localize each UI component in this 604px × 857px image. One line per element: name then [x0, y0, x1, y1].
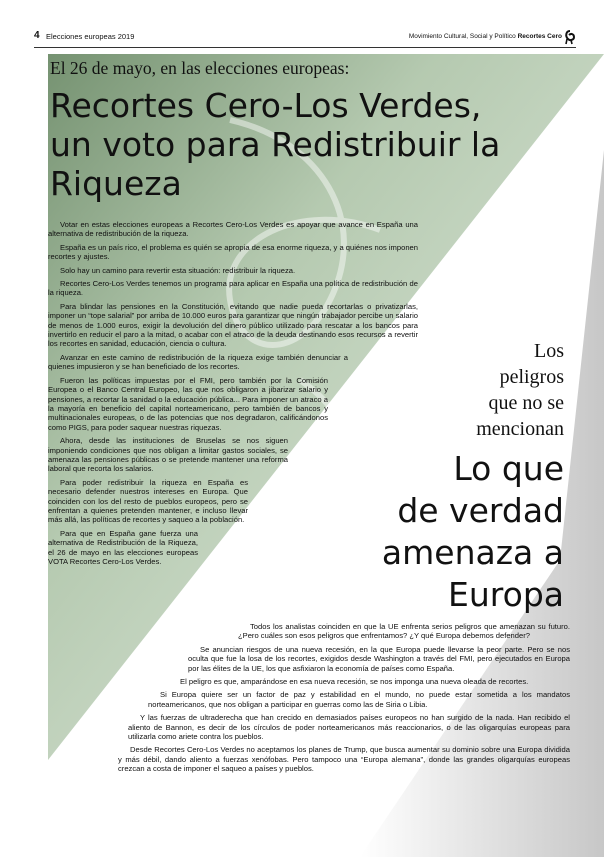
sidebar-kicker-line: mencionan: [476, 418, 564, 440]
article-kicker: El 26 de mayo, en las elecciones europeas:: [50, 58, 350, 78]
sidebar-headline-line: de verdad: [397, 491, 564, 530]
sidebar-kicker-line: que no se: [488, 392, 564, 414]
article-paragraph: Para blindar las pensiones en la Constitución, evitando que nadie pueda recortarlas o privatizarlas, imponer un “tope salarial” por arriba de 10.000 euros para garantizar que ningún trabajador percibe un salario de menos de 1.000 euros, exigir la devolución del dinero público utilizado para rescatar a los bancos para invertirlo en reducir el paro a la mitad, o acabar con el atraco de la deuda destinando esos recursos a revertir los recortes en sanidad, educación, ciencia o cultura.: [48, 301, 418, 349]
sidebar-article-body: [118, 622, 570, 778]
article-paragraph: Votar en estas elecciones europeas a Recortes Cero-Los Verdes es apoyar que avance en España una alternativa de redistribución de la riqueza.: [48, 220, 418, 239]
page-number: 4: [34, 30, 40, 41]
sidebar-kicker-line: Los: [534, 340, 564, 362]
article-paragraph: Ahora, desde las instituciones de Bruselas se nos siguen imponiendo condiciones que nos obligan a limitar gastos sociales, se amenaza las pensiones públicas o se pretende mantener una reforma laboral que recorta los salarios.: [48, 436, 288, 474]
publication-title: Elecciones europeas 2019: [46, 32, 135, 41]
article-paragraph: Avanzar en este camino de redistribución de la riqueza exige también denunciar a quienes impusieron y se han beneficiado de los recortes.: [48, 352, 348, 372]
article-paragraph: Fueron las políticas impuestas por el FMI, pero también por la Comisión Europea o el Banco Central Europeo, las que nos obligaron a jibarizar salario y pensiones, a recortar la sanidad o la educación pública... Para imponer un atraco a la mayoría en beneficio del capital norteamericano, pero también de bancos y multinacionales europeas, o de las potencias que nos degradaron, calificándonos como PIGS, para poder saquear nuestras riquezas.: [48, 375, 328, 432]
article-paragraph: Recortes Cero-Los Verdes tenemos un programa para aplicar en España una política de redistribución de la riqueza.: [48, 279, 418, 298]
movement-label: Movimiento Cultural, Social y Político: [408, 33, 516, 40]
sidebar-headline-line: Lo que: [453, 449, 564, 488]
article-paragraph: Solo hay un camino para revertir esta situación: redistribuir la riqueza.: [60, 265, 296, 275]
page-header: [34, 30, 576, 46]
sidebar-heading: [382, 338, 564, 616]
sidebar-paragraph: Se anuncian riesgos de una nueva recesión, en la que Europa puede llevarse la peor parte. Pero se nos oculta que fue la losa de los recortes, exigidos desde Washington a través del FMI, pero ejecutados en Europa por las élites de la UE, los que asfixiaron la economía de países como España.: [188, 644, 570, 673]
article-paragraph: Para poder redistribuir la riqueza en España es necesario defender nuestros intereses en Europa. Que coinciden con los del resto de pueblos europeos, pero se enfrentan a quienes pretenden mantener, e incluso llevar más allá, las políticas de recortes y saqueo a la población.: [48, 477, 248, 525]
sidebar-headline-line: amenaza a: [381, 533, 564, 572]
sidebar-headline-line: Europa: [448, 575, 564, 614]
recortes-cero-logo-icon: [564, 30, 576, 45]
brand-label: Recortes Cero: [517, 33, 562, 40]
sidebar-paragraph: Y las fuerzas de ultraderecha que han crecido en demasiados países europeos no han surgido de la nada. Han recibido el aliento de Bannon, es decir de los círculos de poder norteamericanos más reaccionarios, o de las oligarquías europeas para utilizarla como ariete contra los pueblos.: [128, 713, 570, 742]
article-paragraph: España es un país rico, el problema es quién se apropia de esa enorme riqueza, y a quiénes nos imponen recortes y ajustes.: [48, 242, 418, 262]
article-headline: Recortes Cero-Los Verdes, un voto para Redistribuir la Riqueza: [50, 86, 501, 203]
header-right-text: [409, 33, 562, 40]
sidebar-paragraph: Si Europa quiere ser un factor de paz y estabilidad en el mundo, no puede estar sometida a los mandatos norteamericanos, que nos obligan a participar en guerras como las de Siria o Libia.: [148, 690, 570, 709]
sidebar-kicker-line: peligros: [499, 366, 564, 388]
article-paragraph: Para que en España gane fuerza una alternativa de Redistribución de la Riqueza, el 26 de mayo en las elecciones europeas VOTA Recortes Cero-Los Verdes.: [48, 528, 198, 566]
article-body: [48, 220, 418, 570]
sidebar-paragraph: Desde Recortes Cero-Los Verdes no aceptamos los planes de Trump, que busca aumentar su dominio sobre una Europa dividida y más débil, dando aliento a fuerzas xenófobas. Pero tampoco una “Europa alemana”, donde las grandes oligarquías europeas crezcan a costa de imponer el saqueo a países y pueblos.: [118, 745, 570, 774]
sidebar-paragraph: Todos los analistas coinciden en que la UE enfrenta serios peligros que amenazan su futuro. ¿Pero cuáles son esos peligros que enfrentamos? ¿Y qué Europa debemos defender?: [238, 622, 570, 641]
header-rule: [34, 47, 576, 48]
sidebar-paragraph: El peligro es que, amparándose en esa nueva recesión, se nos imponga una nueva oleada de recortes.: [180, 677, 529, 687]
